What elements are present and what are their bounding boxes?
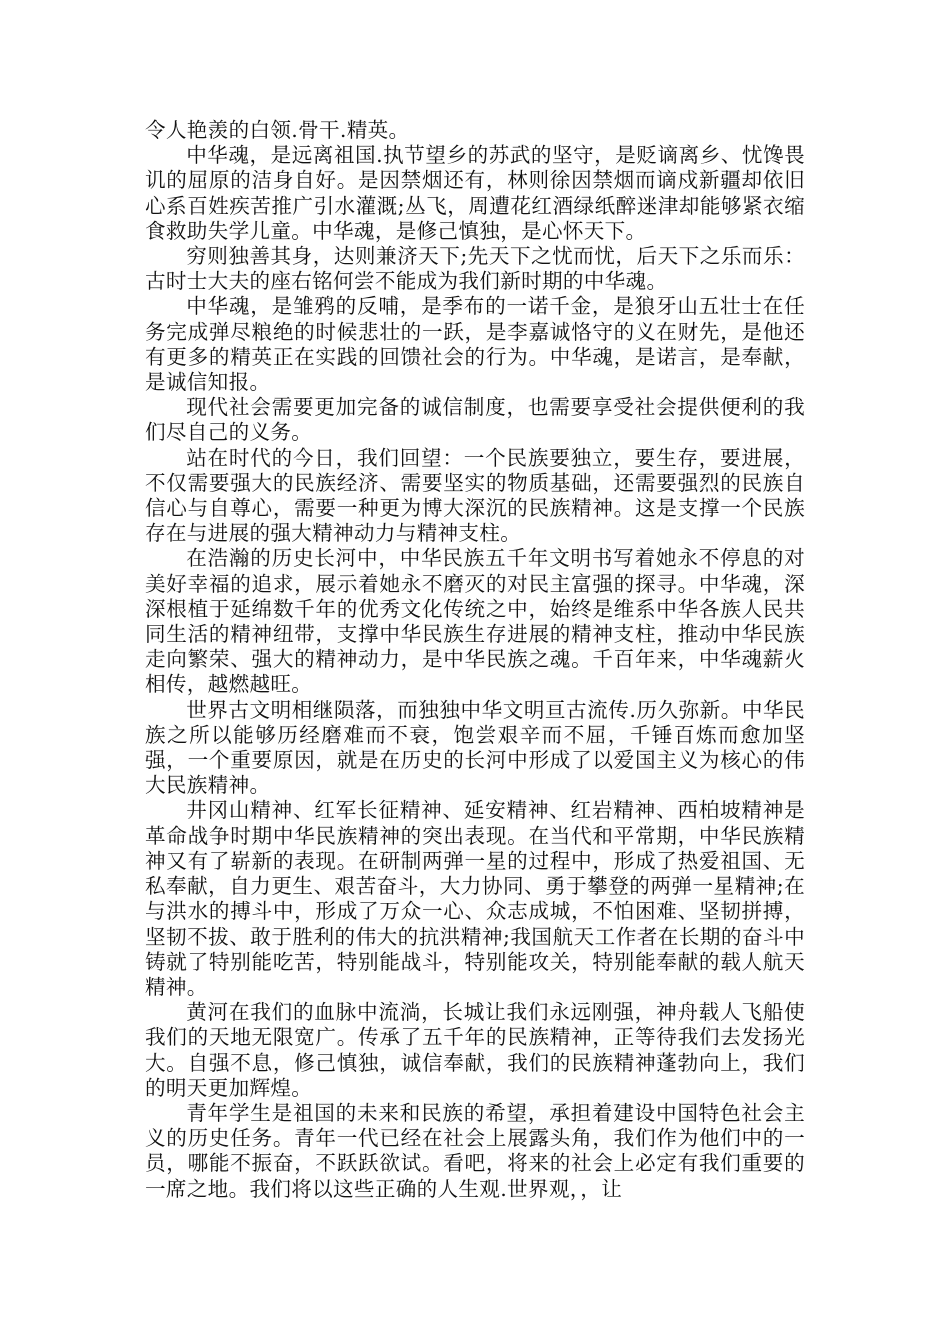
paragraph: 穷则独善其身，达则兼济天下;先天下之忧而忧，后天下之乐而乐：古时士大夫的座右铭何尝不能成为我们新时期的中华魂。 [145, 244, 805, 294]
paragraph: 青年学生是祖国的未来和民族的希望，承担着建设中国特色社会主义的历史任务。青年一代已经在社会上展露头角，我们作为他们中的一员，哪能不振奋，不跃跃欲试。看吧，将来的社会上必定有我们重要的一席之地。我们将以这些正确的人生观.世界观，，让 [145, 1100, 805, 1201]
paragraph: 现代社会需要更加完备的诚信制度，也需要享受社会提供便利的我们尽自己的义务。 [145, 395, 805, 445]
paragraph: 中华魂，是雏鸦的反哺，是季布的一诺千金，是狼牙山五壮士在任务完成弹尽粮绝的时候悲壮的一跃，是李嘉诚恪守的义在财先，是他还有更多的精英正在实践的回馈社会的行为。中华魂，是诺言，是奉献，是诚信知报。 [145, 294, 805, 395]
paragraph: 井冈山精神、红军长征精神、延安精神、红岩精神、西柏坡精神是革命战争时期中华民族精神的突出表现。在当代和平常期，中华民族精神又有了崭新的表现。在研制两弹一星的过程中，形成了热爱祖国、无私奉献，自力更生、艰苦奋斗，大力协同、勇于攀登的两弹一星精神;在与洪水的搏斗中，形成了万众一心、众志成城，不怕困难、坚韧拼搏，坚韧不拔、敢于胜利的伟大的抗洪精神;我国航天工作者在长期的奋斗中铸就了特别能吃苦，特别能战斗，特别能攻关，特别能奉献的载人航天精神。 [145, 798, 805, 999]
paragraph: 世界古文明相继陨落，而独独中华文明亘古流传.历久弥新。中华民族之所以能够历经磨难而不衰，饱尝艰辛而不屈，千锤百炼而愈加坚强，一个重要原因，就是在历史的长河中形成了以爱国主义为核心的伟大民族精神。 [145, 697, 805, 798]
paragraph: 在浩瀚的历史长河中，中华民族五千年文明书写着她永不停息的对美好幸福的追求，展示着她永不磨灭的对民主富强的探寻。中华魂，深深根植于延绵数千年的优秀文化传统之中，始终是维系中华各族人民共同生活的精神纽带，支撑中华民族生存进展的精神支柱，推动中华民族走向繁荣、强大的精神动力，是中华民族之魂。千百年来，中华魂薪火相传，越燃越旺。 [145, 546, 805, 697]
document-body [145, 118, 805, 1202]
paragraph-continuation: 令人艳羡的白领.骨干.精英。 [145, 118, 410, 142]
paragraph: 站在时代的今日，我们回望：一个民族要独立，要生存，要进展，不仅需要强大的民族经济、需要坚实的物质基础，还需要强烈的民族自信心与自尊心，需要一种更为博大深沉的民族精神。这是支撑一个民族存在与进展的强大精神动力与精神支柱。 [145, 445, 805, 546]
paragraph: 中华魂，是远离祖国.执节望乡的苏武的坚守，是贬谪离乡、忧馋畏讥的屈原的洁身自好。是因禁烟还有，林则徐因禁烟而谪戍新疆却依旧心系百姓疾苦推广引水灌溉;丛飞，周遭花红酒绿纸醉迷津却能够紧衣缩食救助失学儿童。中华魂，是修己慎独，是心怀天下。 [145, 143, 805, 243]
paragraph: 黄河在我们的血脉中流淌，长城让我们永远刚强，神舟载人飞船使我们的天地无限宽广。传承了五千年的民族精神，正等待我们去发扬光大。自强不息，修己慎独，诚信奉献，我们的民族精神蓬勃向上，我们的明天更加辉煌。 [145, 1000, 805, 1100]
